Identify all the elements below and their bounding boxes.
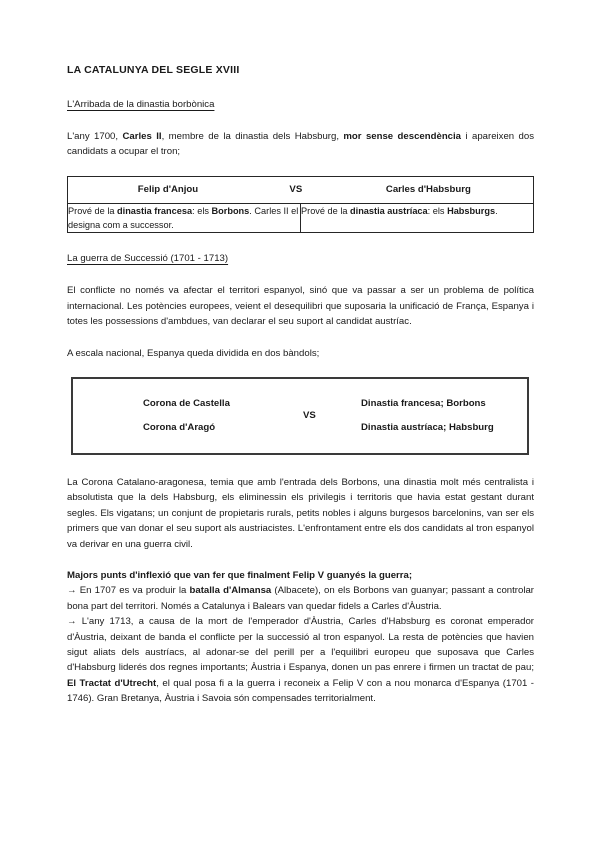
bandol-corona-castella: Corona de Castella bbox=[143, 397, 230, 409]
table-candidates-header-cell bbox=[68, 176, 534, 203]
cell-left-part2: : els bbox=[192, 205, 212, 216]
cell-right-part3: . bbox=[495, 205, 498, 216]
cell-left-bold-dinastia-francesa: dinastia francesa bbox=[117, 205, 193, 216]
section-heading-guerra-successio: La guerra de Successió (1701 - 1713) bbox=[67, 252, 229, 264]
cell-right-part2: : els bbox=[427, 205, 448, 216]
cell-left-bold-borbons: Borbons bbox=[211, 205, 250, 216]
intro-part3: i apareixen dos candidats a ocupar el tron; bbox=[67, 131, 535, 158]
corona-catalano-aragonesa-paragraph: La Corona Catalano-aragonesa, temia que amb l'entrada dels Borbons, una dinastia molt més centralista i absolutista que la dels Habsburg, els eliminessin els privilegis i territoris que havia estat gestant durant segles. Els vigatans; un conjunt de propietaris rurals, petits nobles i alguns burgesos barcelonins, van ser els primers que van donar el seu suport als austriacistes. L'enfrontament entre els dos candidats al tron espanyol va derivar en una guerra civil. bbox=[67, 476, 534, 550]
cell-felip-description bbox=[68, 203, 301, 232]
bandol-corona-arago: Corona d'Aragó bbox=[143, 421, 216, 433]
cell-right-bold-habsburgs: Habsburgs bbox=[447, 205, 496, 216]
table-bandols bbox=[71, 377, 529, 455]
bandols-vs-label: VS bbox=[303, 410, 316, 422]
bullet-two-part1: L'any 1713, a causa de la mort de l'emperador d'Àustria, Carles d'Habsburg es coronat emperador d'Àustria, deixant de banda el conflicte per la successió al tron espanyol. La resta de potències que havien sigut aliats dels austríacs, al adonar-se del perill per a l'equilibri europeu que suposava que Carles d'Habsburg liderés dos regnes importants; Àustria i Espanya, donen un pas enrere i firmen un tractat de pau; bbox=[67, 616, 534, 674]
table-row bbox=[68, 203, 534, 232]
bullet-one-part2: (Albacete), on els Borbons van guanyar; passant a controlar bona part del territori. Només a Catalunya i Balears van quedar fidels a Carles d'Àustria. bbox=[67, 585, 534, 612]
header-felip-danjou: Felip d'Anjou bbox=[137, 184, 199, 196]
intro-part2: , membre de la dinastia dels Habsburg, bbox=[161, 131, 344, 143]
intro-paragraph bbox=[67, 129, 534, 160]
cell-left-part3: . Carles II el designa com a successor. bbox=[68, 205, 299, 230]
bullet-one-bold-batalla-almansa: batalla d'Almansa bbox=[189, 585, 272, 597]
cell-right-part1: Prové de la bbox=[301, 205, 351, 216]
bullet-two-part2: , el qual posa fi a la guerra i reconeix a Felip V con a nou monarca d'Espanya (1701 - 1746). Gran Bretanya, Àustria i Savoia són compensades territorialment. bbox=[67, 677, 534, 705]
intro-bold-carles-ii: Carles II bbox=[122, 131, 162, 143]
header-carles-dhabsburg: Carles d'Habsburg bbox=[385, 184, 471, 196]
bullet-two-bold-tractat-utrecht: El Tractat d'Utrecht bbox=[67, 677, 157, 689]
conflict-paragraph: El conflicte no només va afectar el territori espanyol, sinó que va passar a ser un problema de política internacional. Les potències europees, veient el desequilibri que suposaria la unificació de França, Espanya i totes les possessions d'ambdues, van declarar el seu suport al candidat austríac. bbox=[67, 285, 534, 328]
table-row-header bbox=[68, 176, 534, 203]
bullet-almansa bbox=[67, 583, 534, 614]
section-heading-arribada: L'Arribada de la dinastia borbònica bbox=[67, 98, 215, 110]
bandols-intro-paragraph: A escala nacional, Espanya queda dividida en dos bàndols; bbox=[67, 347, 320, 359]
intro-bold-mor-sense-descendencia: mor sense descendència bbox=[343, 131, 462, 143]
arrow-icon: → bbox=[67, 616, 77, 628]
intro-part1: L'any 1700, bbox=[67, 131, 123, 143]
bandol-dinastia-austriaca: Dinastia austríaca; Habsburg bbox=[361, 421, 494, 433]
bullet-utrecht bbox=[67, 614, 534, 706]
table-candidates bbox=[67, 176, 534, 233]
cell-left-part1: Prové de la bbox=[68, 205, 118, 216]
page-title: LA CATALUNYA DEL SEGLE XVIII bbox=[67, 64, 240, 76]
cell-carles-description bbox=[301, 203, 534, 232]
bandol-dinastia-francesa: Dinastia francesa; Borbons bbox=[361, 397, 486, 409]
arrow-icon: → bbox=[67, 585, 77, 597]
header-vs-label: VS bbox=[289, 184, 303, 196]
cell-right-bold-dinastia-austriaca: dinastia austríaca bbox=[350, 205, 428, 216]
bullet-one-part1: En 1707 es va produir la bbox=[76, 585, 190, 597]
inflexio-heading: Majors punts d'inflexió que van fer que finalment Felip V guanyés la guerra; bbox=[67, 570, 413, 581]
